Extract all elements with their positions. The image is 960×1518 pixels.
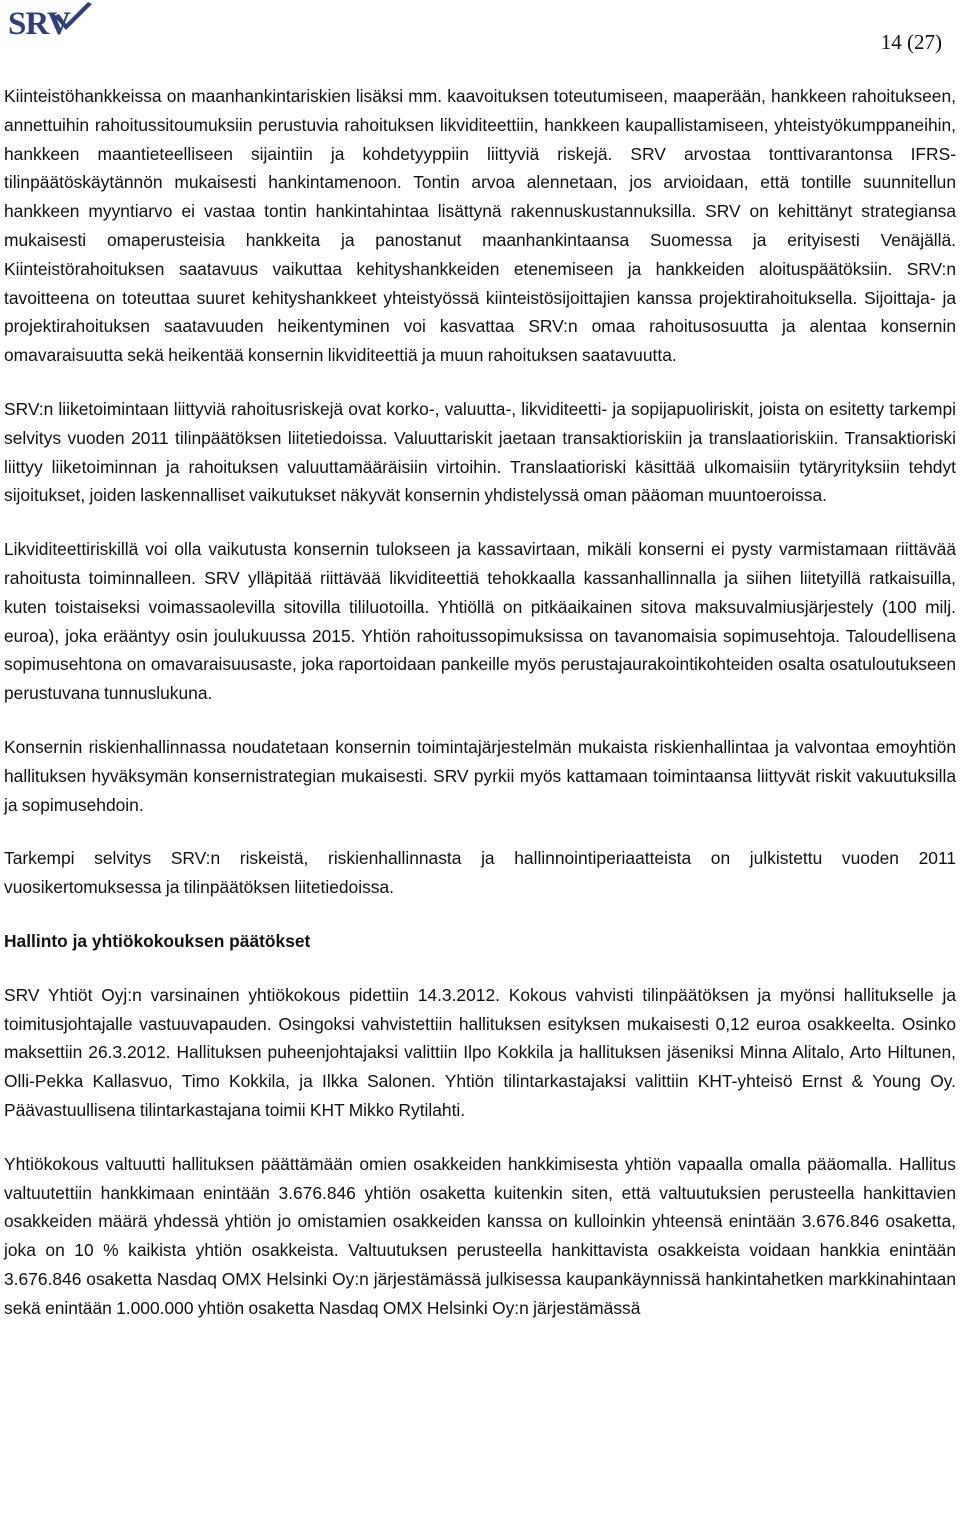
paragraph-share-buyback: Yhtiökokous valtuutti hallituksen päättämään omien osakkeiden hankkimisesta yhtiön vapaalla omalla pääomalla. Hallitus valtuutettiin hankkimaan enintään 3.676.846 yhtiön osaketta kuitenkin siten, että valtuutuksien perusteella hankittavien osakkeiden määrä yhdessä yhtiön jo omistamien osakkeiden kanssa on kulloinkin yhteensä enintään 3.676.846 osaketta, joka on 10 % kaikista yhtiön osakkeista. Valtuutuksen perusteella hankittavista osakkeista voidaan hankkia enintään 3.676.846 osaketta Nasdaq OMX Helsinki Oy:n järjestämässä julkisessa kaupankäynnissä hankintahetken markkinahintaan sekä enintään 1.000.000 yhtiön osaketta Nasdaq OMX Helsinki Oy:n järjestämässä <box>4 1153 956 1318</box>
paragraph-liquidity-risk: Likviditeettiriskillä voi olla vaikutusta konsernin tulokseen ja kassavirtaan, mikäli konserni ei pysty varmistamaan riittävää rahoitusta toiminnalleen. SRV ylläpitää riittävää likviditeettiä tehokkaalla kassanhallinnalla ja siihen liitetyillä ratkaisuilla, kuten toistaiseksi voimassaolevilla sitovilla tililuotoilla. Yhtiöllä on pitkäaikainen sitova maksuvalmiusjärjestely (100 milj. euroa), joka erääntyy osin joulukuussa 2015. Yhtiön rahoitussopimuksissa on tavanomaisia sopimusehtoja. Taloudellisena sopimusehtona on omavaraisuusaste, joka raportoidaan pankeille myös perustajaurakointikohteiden osalta osatuloutukseen perustuvana tunnuslukuna. <box>4 539 956 704</box>
logo-check-mark-icon <box>48 2 94 32</box>
srv-logo <box>8 2 88 46</box>
page-header <box>0 0 960 70</box>
paragraph-further-details: Tarkempi selvitys SRV:n riskeistä, riskienhallinnasta ja hallinnointiperiaatteista on julkistettu vuoden 2011 vuosikertomuksessa ja tilinpäätöksen liitetiedoissa. <box>4 848 956 898</box>
paragraph-agm: SRV Yhtiöt Oyj:n varsinainen yhtiökokous pidettiin 14.3.2012. Kokous vahvisti tilinpäätöksen ja myönsi hallitukselle ja toimitusjohtajalle vastuuvapauden. Osingoksi vahvistettiin hallituksen esityksen mukaisesti 0,12 euroa osakkeelta. Osinko maksettiin 26.3.2012. Hallituksen puheenjohtajaksi valittiin Ilpo Kokkila ja hallituksen jäseniksi Minna Alitalo, Arto Hiltunen, Olli-Pekka Kallasvuo, Timo Kokkila, ja Ilkka Salonen. Yhtiön tilintarkastajaksi valittiin KHT-yhteisö Ernst & Young Oy. Päävastuullisena tilintarkastajana toimii KHT Mikko Rytilahti. <box>4 984 956 1120</box>
page-number: 14 (27) <box>880 30 942 54</box>
document-body <box>4 82 956 1347</box>
paragraph-real-estate-risks: Kiinteistöhankkeissa on maanhankintariskien lisäksi mm. kaavoituksen toteutumiseen, maaperään, hankkeen rahoitukseen, annettuihin rahoitussitoumuksiin perustuvia rahoituksen likviditeettiin, hankkeen kaupallistamiseen, yhteistyökumppaneihin, hankkeen maantieteelliseen sijaintiin ja kohdetyyppiin liittyviä riskejä. SRV arvostaa tonttivarantonsa IFRS-tilinpäätöskäytännön mukaisesti hankintamenoon. Tontin arvoa alennetaan, jos arvioidaan, että tontille suunnitellun hankkeen myyntiarvo ei vastaa tontin hankintahintaa lisättynä rakennuskustannuksilla. SRV on kehittänyt strategiansa mukaisesti omaperusteisia hankkeita ja panostanut maanhankintaansa Suomessa ja erityisesti Venäjällä. Kiinteistörahoituksen saatavuus vaikuttaa kehityshankkeiden etenemiseen ja hankkeiden aloituspäätöksiin. SRV:n tavoitteena on toteuttaa suuret kehityshankkeet yhteistyössä kiinteistösijoittajien kanssa projektirahoituksella. Sijoittaja- ja projektirahoituksen saatavuuden heikentyminen voi kasvattaa SRV:n omaa rahoitusosuutta ja alentaa konsernin omavaraisuutta sekä heikentää konsernin likviditeettiä ja muun rahoituksen saatavuutta. <box>4 86 956 366</box>
logo-text: SRV <box>8 6 70 42</box>
section-heading: Hallinto ja yhtiökokouksen päätökset <box>4 930 311 951</box>
paragraph-financial-risks: SRV:n liiketoimintaan liittyviä rahoitusriskejä ovat korko-, valuutta-, likviditeetti- ja sopijapuoliriskit, joista on esitetty tarkempi selvitys vuoden 2011 tilinpäätöksen liitetiedoissa. Valuuttariskit jaetaan transaktioriskiin ja translaatioriskiin. Transaktioriski liittyy liiketoiminnan ja rahoituksen valuuttamääräisiin virtoihin. Translaatioriski käsittää ulkomaisiin tytäryrityksiin tehdyt sijoitukset, joiden laskennalliset vaikutukset näkyvät konsernin yhdistelyssä oman pääoman muuntoeroissa. <box>4 398 956 506</box>
paragraph-risk-management: Konsernin riskienhallinnassa noudatetaan konsernin toimintajärjestelmän mukaista riskienhallintaa ja valvontaa emoyhtiön hallituksen hyväksymän konsernistrategian mukaisesti. SRV pyrkii myös kattamaan toimintaansa liittyvät riskit vakuutuksilla ja sopimusehdoin. <box>4 736 956 815</box>
